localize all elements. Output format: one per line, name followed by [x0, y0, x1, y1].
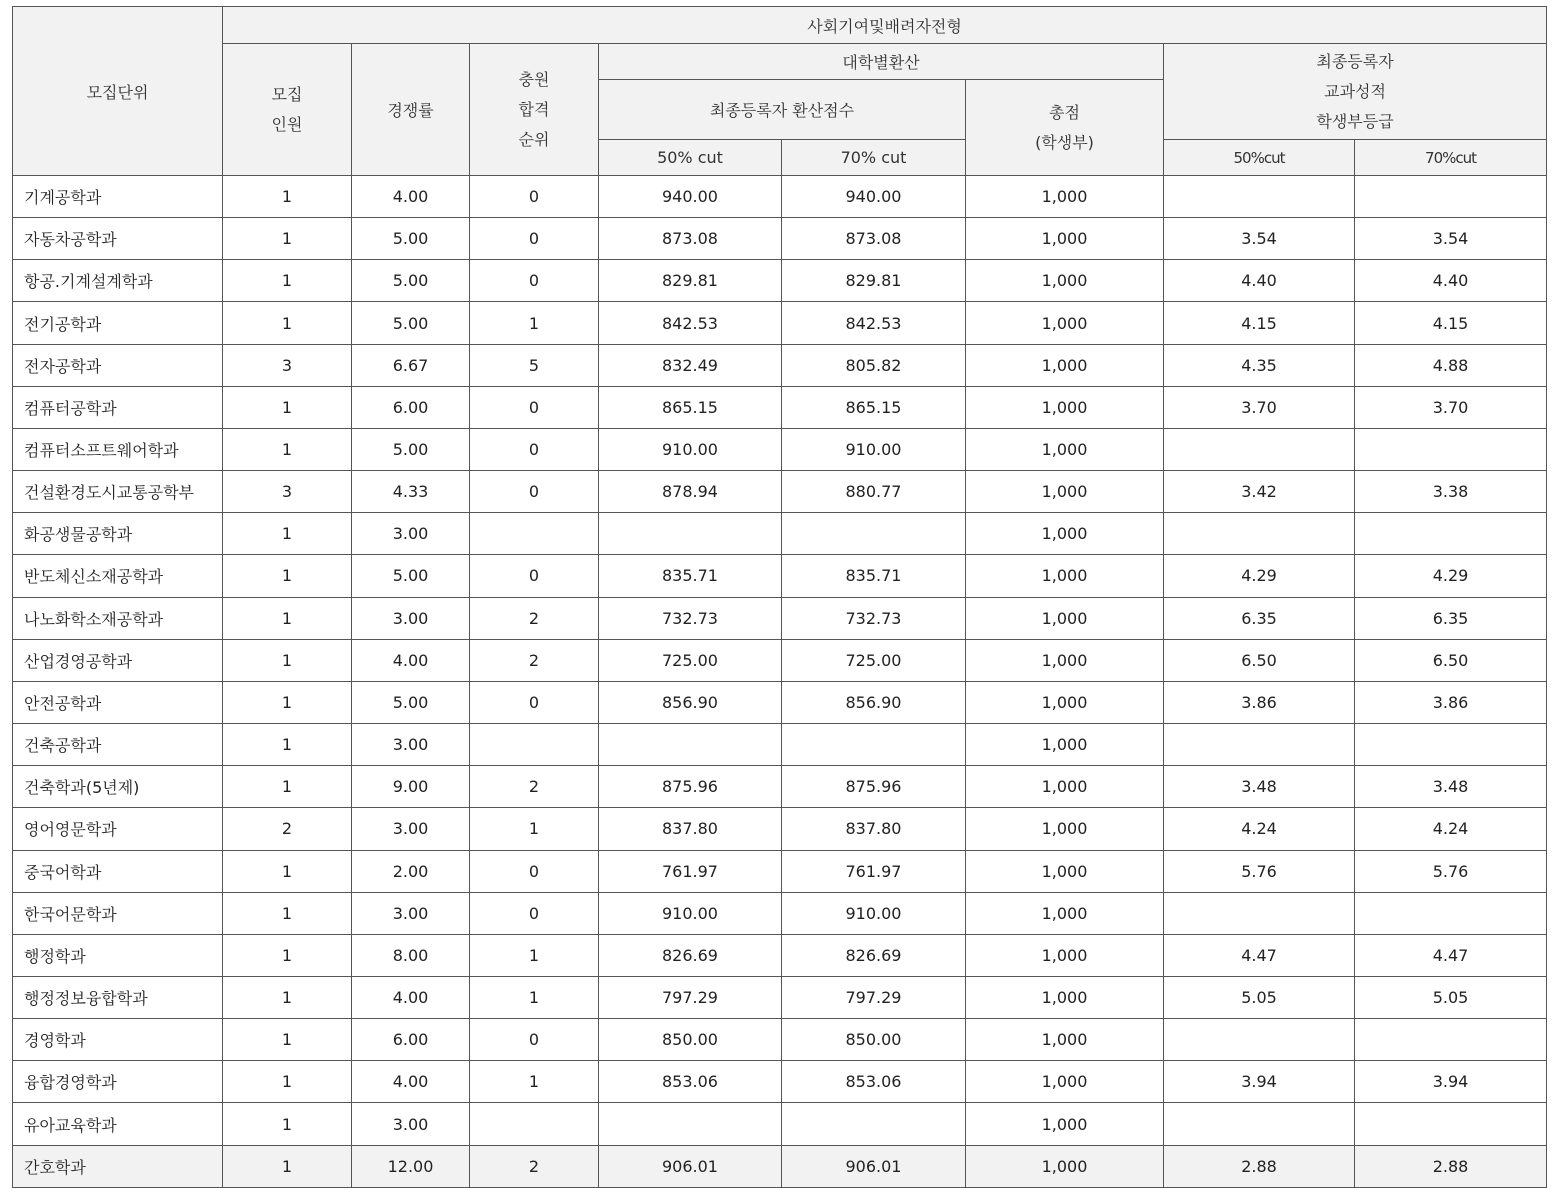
table-row	[13, 555, 1547, 597]
dept-cell: 행정학과	[13, 934, 223, 976]
grade-50-cut-cell: 6.35	[1164, 597, 1355, 639]
total-score-cell: 1,000	[966, 1019, 1164, 1061]
quota-cell: 1	[223, 892, 352, 934]
competition-rate-cell: 12.00	[352, 1145, 470, 1187]
total-score-cell: 1,000	[966, 1061, 1164, 1103]
score-50-cut-cell: 910.00	[599, 892, 782, 934]
quota-cell: 1	[223, 1145, 352, 1187]
dept-cell: 전자공학과	[13, 344, 223, 386]
total-score-cell: 1,000	[966, 428, 1164, 470]
grade-50-cut-cell: 3.70	[1164, 386, 1355, 428]
table-body	[13, 176, 1547, 1188]
grade-70-cut-cell: 4.24	[1355, 808, 1547, 850]
total-score-cell: 1,000	[966, 555, 1164, 597]
dept-cell: 나노화학소재공학과	[13, 597, 223, 639]
waitlist-rank-cell: 1	[470, 976, 599, 1018]
score-70-cut-cell: 906.01	[782, 1145, 966, 1187]
score-70-cut-cell: 826.69	[782, 934, 966, 976]
score-50-cut-cell: 797.29	[599, 976, 782, 1018]
score-50-cut-cell: 826.69	[599, 934, 782, 976]
grade-70-cut-cell: 3.38	[1355, 471, 1547, 513]
table-row	[13, 428, 1547, 470]
table-row	[13, 344, 1547, 386]
score-70-cut-cell: 910.00	[782, 428, 966, 470]
waitlist-rank-cell: 0	[470, 428, 599, 470]
dept-cell: 산업경영공학과	[13, 639, 223, 681]
dept-cell: 컴퓨터소프트웨어학과	[13, 428, 223, 470]
quota-cell: 1	[223, 976, 352, 1018]
competition-rate-cell: 8.00	[352, 934, 470, 976]
header-quota-line1: 모집	[271, 84, 303, 104]
score-50-cut-cell: 856.90	[599, 681, 782, 723]
header-waitlist-rank	[470, 44, 599, 176]
dept-cell: 한국어문학과	[13, 892, 223, 934]
grade-50-cut-cell: 2.88	[1164, 1145, 1355, 1187]
grade-70-cut-cell	[1355, 724, 1547, 766]
grade-70-cut-cell: 3.86	[1355, 681, 1547, 723]
grade-50-cut-cell: 4.24	[1164, 808, 1355, 850]
grade-70-cut-cell: 4.88	[1355, 344, 1547, 386]
waitlist-rank-cell: 1	[470, 934, 599, 976]
header-waitlist-line1: 충원	[518, 69, 550, 89]
table-row	[13, 1019, 1547, 1061]
table-row	[13, 302, 1547, 344]
quota-cell: 1	[223, 724, 352, 766]
grade-50-cut-cell: 5.76	[1164, 850, 1355, 892]
table-row	[13, 892, 1547, 934]
waitlist-rank-cell: 0	[470, 892, 599, 934]
grade-50-cut-cell: 5.05	[1164, 976, 1355, 1018]
score-70-cut-cell: 725.00	[782, 639, 966, 681]
score-70-cut-cell	[782, 513, 966, 555]
total-score-cell: 1,000	[966, 892, 1164, 934]
score-50-cut-cell: 906.01	[599, 1145, 782, 1187]
score-70-cut-cell: 873.08	[782, 218, 966, 260]
total-score-cell: 1,000	[966, 724, 1164, 766]
score-50-cut-cell	[599, 1103, 782, 1145]
table-row	[13, 1061, 1547, 1103]
competition-rate-cell: 5.00	[352, 681, 470, 723]
score-50-cut-cell: 865.15	[599, 386, 782, 428]
grade-70-cut-cell: 4.15	[1355, 302, 1547, 344]
grade-70-cut-cell	[1355, 428, 1547, 470]
dept-cell: 행정정보융합학과	[13, 976, 223, 1018]
score-70-cut-cell: 875.96	[782, 766, 966, 808]
waitlist-rank-cell: 2	[470, 766, 599, 808]
quota-cell: 1	[223, 597, 352, 639]
table-row	[13, 218, 1547, 260]
grade-50-cut-cell: 3.86	[1164, 681, 1355, 723]
table-row	[13, 513, 1547, 555]
score-70-cut-cell: 797.29	[782, 976, 966, 1018]
table-row	[13, 386, 1547, 428]
competition-rate-cell: 3.00	[352, 808, 470, 850]
score-70-cut-cell: 805.82	[782, 344, 966, 386]
total-score-cell: 1,000	[966, 386, 1164, 428]
dept-cell: 중국어학과	[13, 850, 223, 892]
competition-rate-cell: 4.00	[352, 1061, 470, 1103]
quota-cell: 1	[223, 176, 352, 218]
waitlist-rank-cell: 2	[470, 597, 599, 639]
score-70-cut-cell: 842.53	[782, 302, 966, 344]
waitlist-rank-cell: 5	[470, 344, 599, 386]
table-row	[13, 1145, 1547, 1187]
waitlist-rank-cell: 1	[470, 302, 599, 344]
dept-cell: 화공생물공학과	[13, 513, 223, 555]
table-header	[13, 7, 1547, 176]
header-univ-score: 대학별환산	[599, 44, 1164, 80]
total-score-cell: 1,000	[966, 766, 1164, 808]
waitlist-rank-cell	[470, 724, 599, 766]
grade-50-cut-cell: 3.42	[1164, 471, 1355, 513]
total-score-cell: 1,000	[966, 597, 1164, 639]
quota-cell: 1	[223, 934, 352, 976]
table-row	[13, 766, 1547, 808]
competition-rate-cell: 6.00	[352, 386, 470, 428]
header-score-50-cut: 50% cut	[599, 140, 782, 176]
competition-rate-cell: 5.00	[352, 218, 470, 260]
score-50-cut-cell	[599, 513, 782, 555]
quota-cell: 1	[223, 555, 352, 597]
waitlist-rank-cell: 0	[470, 176, 599, 218]
grade-50-cut-cell	[1164, 1019, 1355, 1061]
competition-rate-cell: 3.00	[352, 892, 470, 934]
grade-50-cut-cell: 4.35	[1164, 344, 1355, 386]
grade-70-cut-cell: 3.54	[1355, 218, 1547, 260]
total-score-cell: 1,000	[966, 344, 1164, 386]
competition-rate-cell: 5.00	[352, 260, 470, 302]
score-70-cut-cell: 910.00	[782, 892, 966, 934]
score-50-cut-cell: 853.06	[599, 1061, 782, 1103]
total-score-cell: 1,000	[966, 513, 1164, 555]
quota-cell: 1	[223, 1019, 352, 1061]
total-score-cell: 1,000	[966, 639, 1164, 681]
quota-cell: 1	[223, 428, 352, 470]
score-70-cut-cell: 732.73	[782, 597, 966, 639]
grade-70-cut-cell: 3.70	[1355, 386, 1547, 428]
grade-50-cut-cell	[1164, 428, 1355, 470]
total-score-cell: 1,000	[966, 850, 1164, 892]
competition-rate-cell: 5.00	[352, 302, 470, 344]
grade-70-cut-cell	[1355, 892, 1547, 934]
score-50-cut-cell: 829.81	[599, 260, 782, 302]
waitlist-rank-cell: 2	[470, 1145, 599, 1187]
grade-50-cut-cell: 3.54	[1164, 218, 1355, 260]
score-50-cut-cell: 835.71	[599, 555, 782, 597]
waitlist-rank-cell: 0	[470, 386, 599, 428]
competition-rate-cell: 3.00	[352, 724, 470, 766]
grade-70-cut-cell: 4.29	[1355, 555, 1547, 597]
header-quota-line2: 인원	[271, 114, 303, 134]
competition-rate-cell: 6.67	[352, 344, 470, 386]
header-final-grade-line3: 학생부등급	[1316, 111, 1394, 131]
score-50-cut-cell: 761.97	[599, 850, 782, 892]
table-row	[13, 597, 1547, 639]
dept-cell: 경영학과	[13, 1019, 223, 1061]
waitlist-rank-cell: 0	[470, 260, 599, 302]
competition-rate-cell: 4.00	[352, 976, 470, 1018]
table-row	[13, 1103, 1547, 1145]
dept-cell: 전기공학과	[13, 302, 223, 344]
score-50-cut-cell: 850.00	[599, 1019, 782, 1061]
quota-cell: 1	[223, 639, 352, 681]
competition-rate-cell: 9.00	[352, 766, 470, 808]
score-50-cut-cell: 873.08	[599, 218, 782, 260]
grade-70-cut-cell: 5.05	[1355, 976, 1547, 1018]
score-70-cut-cell	[782, 1103, 966, 1145]
score-50-cut-cell: 842.53	[599, 302, 782, 344]
grade-70-cut-cell: 4.47	[1355, 934, 1547, 976]
quota-cell: 3	[223, 344, 352, 386]
waitlist-rank-cell	[470, 1103, 599, 1145]
competition-rate-cell: 6.00	[352, 1019, 470, 1061]
dept-cell: 건축학과(5년제)	[13, 766, 223, 808]
competition-rate-cell: 3.00	[352, 513, 470, 555]
competition-rate-cell: 3.00	[352, 597, 470, 639]
score-70-cut-cell: 829.81	[782, 260, 966, 302]
quota-cell: 1	[223, 260, 352, 302]
score-70-cut-cell: 761.97	[782, 850, 966, 892]
score-50-cut-cell: 837.80	[599, 808, 782, 850]
table-row	[13, 976, 1547, 1018]
header-score-70-cut: 70% cut	[782, 140, 966, 176]
score-50-cut-cell: 725.00	[599, 639, 782, 681]
total-score-cell: 1,000	[966, 808, 1164, 850]
header-total	[966, 80, 1164, 176]
grade-50-cut-cell: 3.94	[1164, 1061, 1355, 1103]
quota-cell: 1	[223, 302, 352, 344]
table-row	[13, 176, 1547, 218]
dept-cell: 항공.기계설계학과	[13, 260, 223, 302]
grade-70-cut-cell: 3.94	[1355, 1061, 1547, 1103]
total-score-cell: 1,000	[966, 471, 1164, 513]
quota-cell: 1	[223, 766, 352, 808]
dept-cell: 기계공학과	[13, 176, 223, 218]
waitlist-rank-cell: 0	[470, 555, 599, 597]
table-row	[13, 808, 1547, 850]
competition-rate-cell: 5.00	[352, 428, 470, 470]
grade-70-cut-cell	[1355, 513, 1547, 555]
quota-cell: 1	[223, 218, 352, 260]
score-50-cut-cell: 732.73	[599, 597, 782, 639]
header-waitlist-line3: 순위	[518, 129, 550, 149]
dept-cell: 건설환경도시교통공학부	[13, 471, 223, 513]
quota-cell: 1	[223, 513, 352, 555]
waitlist-rank-cell: 1	[470, 808, 599, 850]
grade-50-cut-cell	[1164, 892, 1355, 934]
quota-cell: 1	[223, 850, 352, 892]
grade-70-cut-cell: 5.76	[1355, 850, 1547, 892]
grade-70-cut-cell	[1355, 176, 1547, 218]
dept-cell: 반도체신소재공학과	[13, 555, 223, 597]
grade-50-cut-cell: 3.48	[1164, 766, 1355, 808]
score-70-cut-cell: 837.80	[782, 808, 966, 850]
grade-70-cut-cell: 6.50	[1355, 639, 1547, 681]
dept-cell: 융합경영학과	[13, 1061, 223, 1103]
total-score-cell: 1,000	[966, 681, 1164, 723]
grade-50-cut-cell: 4.15	[1164, 302, 1355, 344]
competition-rate-cell: 4.00	[352, 639, 470, 681]
score-50-cut-cell: 910.00	[599, 428, 782, 470]
total-score-cell: 1,000	[966, 260, 1164, 302]
grade-70-cut-cell: 4.40	[1355, 260, 1547, 302]
dept-cell: 컴퓨터공학과	[13, 386, 223, 428]
dept-cell: 유아교육학과	[13, 1103, 223, 1145]
dept-cell: 간호학과	[13, 1145, 223, 1187]
table-row	[13, 724, 1547, 766]
table-row	[13, 260, 1547, 302]
total-score-cell: 1,000	[966, 934, 1164, 976]
dept-cell: 건축공학과	[13, 724, 223, 766]
grade-70-cut-cell: 3.48	[1355, 766, 1547, 808]
score-70-cut-cell: 880.77	[782, 471, 966, 513]
waitlist-rank-cell: 0	[470, 218, 599, 260]
score-50-cut-cell: 940.00	[599, 176, 782, 218]
grade-50-cut-cell	[1164, 176, 1355, 218]
score-70-cut-cell: 856.90	[782, 681, 966, 723]
header-grade-70-cut: 70%cut	[1355, 140, 1547, 176]
grade-50-cut-cell	[1164, 1103, 1355, 1145]
table-row	[13, 934, 1547, 976]
header-total-line2: (학생부)	[1035, 132, 1094, 152]
competition-rate-cell: 3.00	[352, 1103, 470, 1145]
waitlist-rank-cell: 2	[470, 639, 599, 681]
waitlist-rank-cell: 0	[470, 850, 599, 892]
total-score-cell: 1,000	[966, 976, 1164, 1018]
quota-cell: 1	[223, 386, 352, 428]
total-score-cell: 1,000	[966, 176, 1164, 218]
competition-rate-cell: 4.33	[352, 471, 470, 513]
score-70-cut-cell: 850.00	[782, 1019, 966, 1061]
table-row	[13, 639, 1547, 681]
header-final-grade	[1164, 44, 1547, 140]
grade-50-cut-cell	[1164, 724, 1355, 766]
score-50-cut-cell: 875.96	[599, 766, 782, 808]
competition-rate-cell: 5.00	[352, 555, 470, 597]
competition-rate-cell: 2.00	[352, 850, 470, 892]
score-70-cut-cell: 865.15	[782, 386, 966, 428]
grade-70-cut-cell: 6.35	[1355, 597, 1547, 639]
grade-50-cut-cell: 4.29	[1164, 555, 1355, 597]
waitlist-rank-cell: 0	[470, 681, 599, 723]
waitlist-rank-cell: 1	[470, 1061, 599, 1103]
total-score-cell: 1,000	[966, 218, 1164, 260]
total-score-cell: 1,000	[966, 302, 1164, 344]
header-total-line1: 총점	[1049, 102, 1080, 122]
quota-cell: 1	[223, 681, 352, 723]
table-row	[13, 681, 1547, 723]
dept-cell: 안전공학과	[13, 681, 223, 723]
grade-50-cut-cell: 4.40	[1164, 260, 1355, 302]
quota-cell: 1	[223, 1103, 352, 1145]
header-waitlist-line2: 합격	[518, 99, 550, 119]
grade-70-cut-cell	[1355, 1103, 1547, 1145]
score-70-cut-cell: 940.00	[782, 176, 966, 218]
table-row	[13, 471, 1547, 513]
waitlist-rank-cell: 0	[470, 471, 599, 513]
grade-50-cut-cell: 4.47	[1164, 934, 1355, 976]
table-row	[13, 850, 1547, 892]
header-final-grade-line2: 교과성적	[1324, 81, 1386, 101]
waitlist-rank-cell	[470, 513, 599, 555]
total-score-cell: 1,000	[966, 1103, 1164, 1145]
header-dept: 모집단위	[13, 7, 223, 176]
admission-results-table	[12, 6, 1547, 1188]
competition-rate-cell: 4.00	[352, 176, 470, 218]
header-admission-type: 사회기여및배려자전형	[223, 7, 1547, 44]
dept-cell: 자동차공학과	[13, 218, 223, 260]
header-final-grade-line1: 최종등록자	[1316, 51, 1394, 71]
grade-50-cut-cell	[1164, 513, 1355, 555]
grade-70-cut-cell: 2.88	[1355, 1145, 1547, 1187]
score-70-cut-cell: 835.71	[782, 555, 966, 597]
score-70-cut-cell: 853.06	[782, 1061, 966, 1103]
header-grade-50-cut: 50%cut	[1164, 140, 1355, 176]
quota-cell: 3	[223, 471, 352, 513]
dept-cell: 영어영문학과	[13, 808, 223, 850]
header-competition-rate: 경쟁률	[352, 44, 470, 176]
total-score-cell: 1,000	[966, 1145, 1164, 1187]
grade-50-cut-cell: 6.50	[1164, 639, 1355, 681]
header-final-score: 최종등록자 환산점수	[599, 80, 966, 140]
header-quota	[223, 44, 352, 176]
grade-70-cut-cell	[1355, 1019, 1547, 1061]
score-50-cut-cell: 878.94	[599, 471, 782, 513]
score-70-cut-cell	[782, 724, 966, 766]
quota-cell: 2	[223, 808, 352, 850]
score-50-cut-cell	[599, 724, 782, 766]
quota-cell: 1	[223, 1061, 352, 1103]
waitlist-rank-cell: 0	[470, 1019, 599, 1061]
score-50-cut-cell: 832.49	[599, 344, 782, 386]
